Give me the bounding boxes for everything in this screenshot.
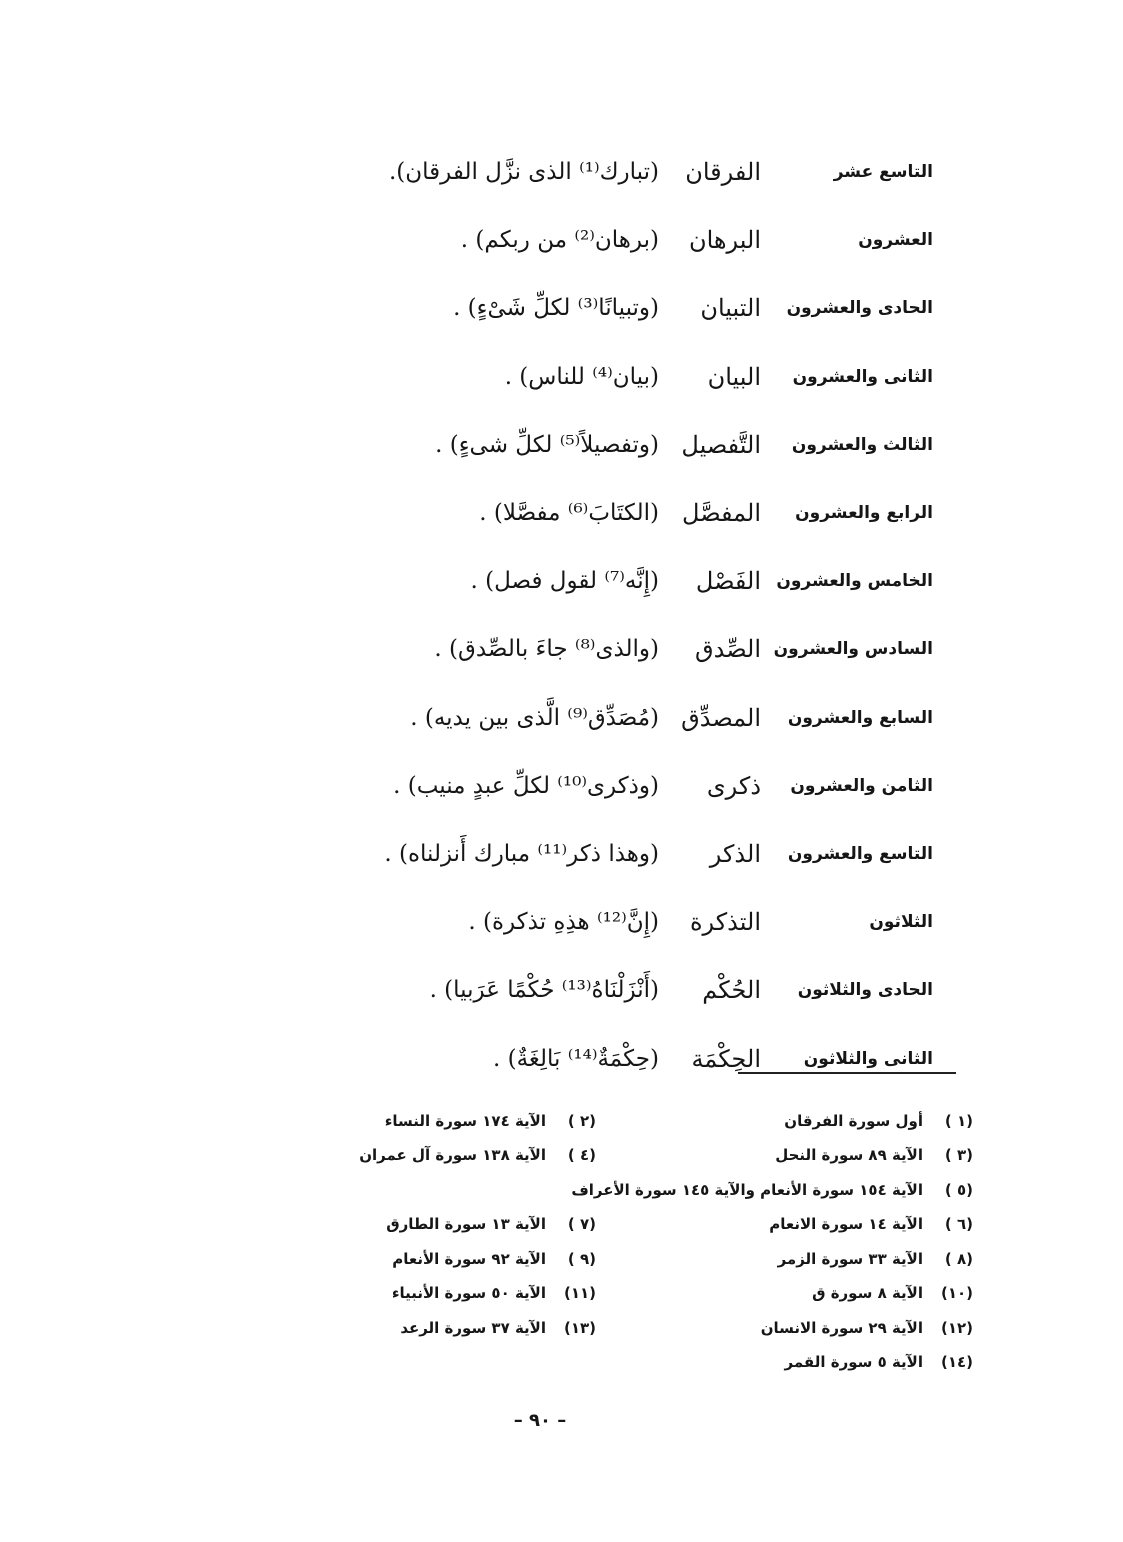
- footnote-text: الآية ٥ سورة القمر: [784, 1353, 923, 1371]
- footnote-divider: [738, 1072, 956, 1074]
- footnote-mark: (٦ ): [944, 1215, 973, 1233]
- footnote-text: الآية ١٣ سورة الطارق: [386, 1215, 546, 1233]
- entry-name: التذكرة: [689, 908, 761, 937]
- entry-ordinal: الثانى والثلاثون: [803, 1048, 933, 1069]
- footnote: [610, 1209, 973, 1240]
- footnote: [233, 1140, 596, 1171]
- entry-ordinal: الثانى والعشرون: [792, 366, 933, 387]
- footnote: [610, 1140, 973, 1171]
- footnote-text: الآية ٣٣ سورة الزمر: [777, 1249, 923, 1268]
- entry-ordinal: السابع والعشرون: [787, 707, 933, 728]
- footnote-mark: (٩ ): [567, 1249, 596, 1268]
- entry-verse: (تبارك⁽¹⁾ الذى نزَّل الفرقان).: [388, 159, 659, 186]
- footnote-text: الآية ١٤ سورة الانعام: [769, 1215, 923, 1233]
- footnote-text: الآية ٥٠ سورة الأنبياء: [391, 1284, 546, 1302]
- entry-verse: (مُصَدِّق⁽⁹⁾ الَّذى بين يديه) .: [410, 704, 659, 731]
- list-entry: [213, 411, 933, 479]
- entry-ordinal: الثلاثون: [869, 912, 933, 933]
- names-list: [213, 138, 933, 1093]
- entry-verse: (إِنَّه⁽⁷⁾ لقول فصل) .: [470, 568, 659, 595]
- footnote: [610, 1347, 973, 1378]
- entry-name: الحُكْم: [702, 976, 761, 1005]
- footnote-mark: (١٢): [940, 1318, 973, 1337]
- list-entry: [213, 684, 933, 752]
- footnote-text: الآية ١٥٤ سورة الأنعام والآية ١٤٥ سورة الأعراف: [571, 1180, 923, 1199]
- footnote-mark: (١٠): [940, 1284, 973, 1302]
- footnote: [233, 1278, 596, 1309]
- page-number: – ٩٠ –: [513, 1410, 567, 1431]
- footnote-text: الآية ٩٢ سورة الأنعام: [392, 1249, 546, 1268]
- list-entry: [213, 547, 933, 615]
- entry-name: المصدِّق: [681, 703, 761, 732]
- entry-ordinal: الثالث والعشرون: [791, 434, 933, 455]
- entry-ordinal: الرابع والعشرون: [795, 503, 933, 524]
- list-entry: [213, 1024, 933, 1092]
- entry-name: التبيان: [700, 294, 761, 323]
- footnote: [610, 1312, 973, 1343]
- footnote: [233, 1243, 596, 1274]
- list-entry: [213, 615, 933, 683]
- footnote-mark: (٧ ): [567, 1215, 596, 1233]
- list-entry: [213, 888, 933, 956]
- entry-name: الحِكْمَة: [691, 1044, 761, 1073]
- list-entry: [213, 479, 933, 547]
- footnote-mark: (٥ ): [944, 1180, 973, 1199]
- footnote-mark: (٣ ): [944, 1146, 973, 1164]
- entry-verse: (وهذا ذكر⁽¹¹⁾ مبارك أَنزلناه) .: [384, 840, 659, 867]
- footnote-mark: (٤ ): [567, 1146, 596, 1164]
- footnote: [233, 1105, 596, 1136]
- entry-ordinal: التاسع والعشرون: [787, 843, 933, 864]
- entry-name: الذكر: [709, 839, 761, 868]
- entry-name: الصِّدق: [694, 635, 761, 664]
- footnote: [233, 1312, 596, 1343]
- entry-verse: (إِنَّ⁽¹²⁾ هذِهِ تذكرة) .: [468, 909, 659, 936]
- entry-verse: (برهان⁽²⁾ من ربكم) .: [460, 227, 659, 254]
- footnote-text: الآية ٨ سورة ق: [812, 1284, 923, 1302]
- footnote-mark: (٢ ): [567, 1111, 596, 1130]
- entry-name: الفرقان: [685, 158, 761, 187]
- footnote-mark: (١٣): [563, 1318, 596, 1337]
- entry-ordinal: الخامس والعشرون: [776, 571, 933, 592]
- entry-name: البيان: [707, 362, 761, 391]
- footnote: [610, 1243, 973, 1274]
- entry-name: الفَصْل: [695, 567, 761, 596]
- list-entry: [213, 206, 933, 274]
- entry-name: البرهان: [688, 226, 761, 255]
- list-entry: [213, 343, 933, 411]
- footnote-text: الآية ٣٧ سورة الرعد: [400, 1318, 546, 1337]
- entry-name: التَّفصيل: [681, 430, 761, 459]
- entry-verse: (وتفصيلاً⁽⁵⁾ لكلِّ شىءٍ) .: [435, 431, 659, 458]
- entry-verse: (الكتَابَ⁽⁶⁾ مفصَّلا) .: [479, 500, 659, 527]
- entry-ordinal: العشرون: [858, 230, 933, 251]
- footnote: [233, 1174, 973, 1205]
- footnote-mark: (١ ): [944, 1111, 973, 1130]
- footnote-text: الآية ٨٩ سورة النحل: [775, 1146, 923, 1164]
- list-entry: [213, 820, 933, 888]
- entry-verse: (والذى⁽⁸⁾ جاءَ بالصِّدق) .: [434, 636, 659, 663]
- entry-verse: (بيان⁽⁴⁾ للناس) .: [504, 363, 659, 390]
- entry-ordinal: الحادى والثلاثون: [797, 980, 933, 1001]
- footnote-text: الآية ١٣٨ سورة آل عمران: [359, 1146, 546, 1164]
- list-entry: [213, 138, 933, 206]
- list-entry: [213, 956, 933, 1024]
- entry-name: ذكرى: [706, 771, 761, 800]
- footnote-text: أول سورة الفرقان: [784, 1111, 923, 1130]
- entry-ordinal: الثامن والعشرون: [790, 775, 933, 796]
- footnote: [610, 1278, 973, 1309]
- list-entry: [213, 752, 933, 820]
- footnote: [233, 1209, 596, 1240]
- footnote-text: الآية ٢٩ سورة الانسان: [760, 1318, 923, 1337]
- footnotes: [233, 1105, 973, 1378]
- entry-ordinal: التاسع عشر: [833, 162, 933, 183]
- footnote-text: الآية ١٧٤ سورة النساء: [384, 1111, 546, 1130]
- footnote-mark: (١١): [563, 1284, 596, 1302]
- entry-verse: (وتبيانًا⁽³⁾ لكلِّ شَىْءٍ) .: [453, 295, 659, 322]
- list-entry: [213, 274, 933, 342]
- entry-verse: (وذكرى⁽¹⁰⁾ لكلِّ عبدٍ منيب) .: [393, 772, 659, 799]
- entry-ordinal: السادس والعشرون: [773, 639, 933, 660]
- footnote: [610, 1105, 973, 1136]
- entry-name: المفصَّل: [682, 499, 761, 528]
- footnote-mark: (١٤): [940, 1353, 973, 1371]
- entry-verse: (حِكْمَةٌ⁽¹⁴⁾ بَالِغَةٌ) .: [492, 1045, 659, 1072]
- entry-ordinal: الحادى والعشرون: [786, 298, 933, 319]
- entry-verse: (أَنْزَلْنَاهُ⁽¹³⁾ حُكْمًا عَرَبيا) .: [429, 977, 659, 1004]
- footnote-mark: (٨ ): [944, 1249, 973, 1268]
